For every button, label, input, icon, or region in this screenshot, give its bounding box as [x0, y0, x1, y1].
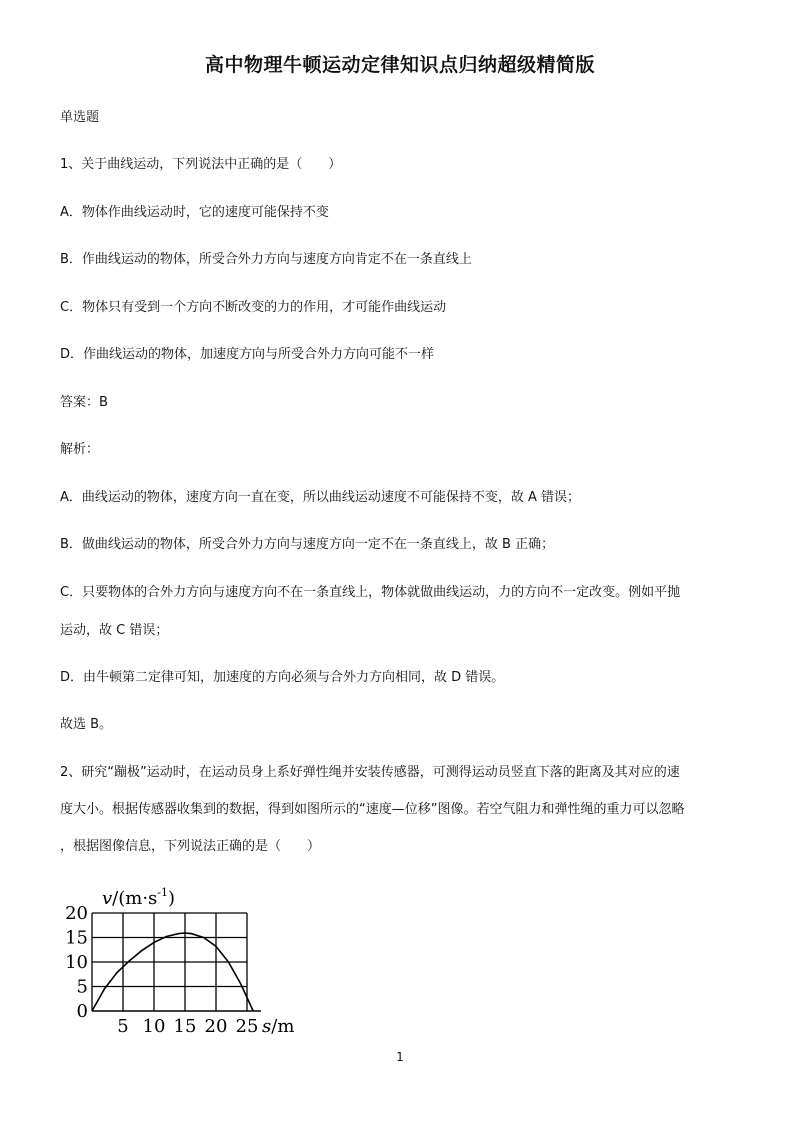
question-1-answer: 答案：B: [60, 395, 108, 410]
question-1-stem: 1、关于曲线运动，下列说法中正确的是（ ）: [60, 157, 342, 172]
question-1-option-c: C．物体只有受到一个方向不断改变的力的作用，才可能作曲线运动: [60, 300, 447, 315]
question-2-line-3: ，根据图像信息，下列说法正确的是（ ）: [60, 839, 321, 854]
x-tick-label: 15: [173, 1016, 197, 1036]
question-1-option-b: B．作曲线运动的物体，所受合外力方向与速度方向肯定不在一条直线上: [60, 252, 472, 267]
x-tick-label: 10: [142, 1016, 166, 1036]
y-tick-label: 5: [76, 976, 88, 998]
question-1-option-a: A．物体作曲线运动时，它的速度可能保持不变: [60, 205, 329, 220]
series-curve: [92, 933, 253, 1011]
y-axis-label: $v/(m\cdot s^{-1})$: [102, 886, 176, 909]
question-1-option-d: D．作曲线运动的物体，加速度方向与所受合外力方向可能不一样: [60, 347, 435, 362]
y-tick-label: 0: [76, 1001, 88, 1022]
x-tick-label: 20: [204, 1016, 228, 1036]
velocity-displacement-chart: [58, 876, 318, 1036]
x-tick-label: 25: [235, 1016, 259, 1036]
chart-ticks: [65, 903, 258, 1036]
question-1-analysis-a: A．曲线运动的物体，速度方向一直在变，所以曲线运动速度不可能保持不变，故 A 错误；: [60, 490, 581, 505]
question-1-analysis-c-cont: 运动，故 C 错误；: [60, 623, 169, 638]
section-heading: 单选题: [60, 110, 100, 125]
question-2-line-1: 2、研究“蹦极”运动时，在运动员身上系好弹性绳并安装传感器，可测得运动员竖直下落的距离及其对应的速: [60, 765, 680, 780]
question-1-analysis-b: B．做曲线运动的物体，所受合外力方向与速度方向一定不在一条直线上，故 B 正确；: [60, 537, 555, 552]
question-1-analysis-label: 解析：: [60, 442, 100, 457]
page-number: 1: [396, 1050, 404, 1064]
y-tick-label: 20: [65, 903, 88, 924]
document-title: 高中物理牛顿运动定律知识点归纳超级精简版: [204, 54, 595, 76]
x-tick-label: 5: [117, 1016, 129, 1036]
x-axis-label: s/m: [262, 1016, 295, 1036]
y-tick-label: 15: [65, 927, 88, 949]
y-tick-label: 10: [65, 952, 88, 973]
question-2-line-2: 度大小。根据传感器收集到的数据，得到如图所示的“速度—位移”图像。若空气阻力和弹性绳的重力可以忽略: [60, 802, 685, 817]
question-1-conclusion: 故选 B。: [60, 717, 113, 732]
chart-grid: [92, 913, 261, 1011]
question-1-analysis-c: C．只要物体的合外力方向与速度方向不在一条直线上，物体就做曲线运动，力的方向不一定改变。例如平抛: [60, 585, 681, 600]
question-1-analysis-d: D．由牛顿第二定律可知，加速度的方向必须与合外力方向相同，故 D 错误。: [60, 670, 505, 685]
